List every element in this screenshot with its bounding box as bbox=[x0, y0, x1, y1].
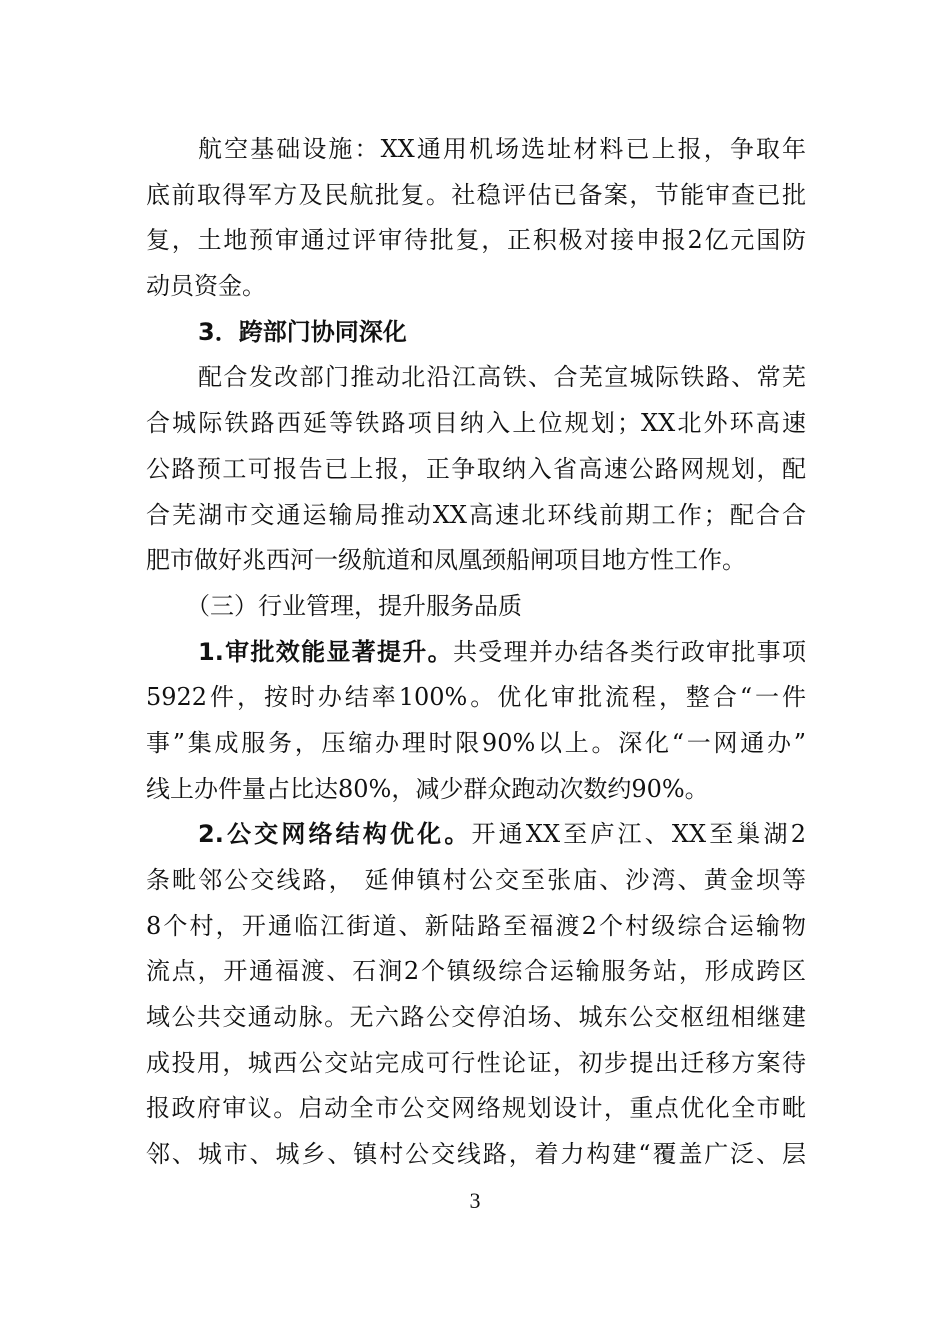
approval-lead: 1.审批效能显著提升。 bbox=[198, 637, 453, 666]
aviation-line-3: 复，土地预审通过评审待批复，正积极对接申报2亿元国防 bbox=[146, 226, 806, 255]
bus-line-3: 8个村，开通临江街道、新陆路至福渡2个村级综合运输物 bbox=[146, 911, 806, 940]
approval-line-2: 5922件，按时办结率100%。优化审批流程，整合“一件 bbox=[146, 683, 806, 712]
cross-dept-line-3: 公路预工可报告已上报，正争取纳入省高速公路网规划，配 bbox=[146, 454, 806, 483]
cross-dept-line-1: 配合发改部门推动北沿江高铁、合芜宣城际铁路、常芜 bbox=[198, 363, 806, 392]
approval-line-3: 事”集成服务，压缩办理时限90%以上。深化“一网通办” bbox=[146, 728, 806, 757]
approval-line-1 bbox=[146, 630, 806, 676]
bus-line-5: 域公共交通动脉。无六路公交停泊场、城东公交枢纽相继建 bbox=[146, 1003, 806, 1032]
aviation-line-2: 底前取得军方及民航批复。社稳评估已备案，节能审查已批 bbox=[146, 180, 806, 209]
bus-line-8: 邻、城市、城乡、镇村公交线路，着力构建“覆盖广泛、层 bbox=[146, 1140, 806, 1169]
page-body bbox=[146, 127, 806, 1178]
heading-cross-department: 3．跨部门协同深化 bbox=[198, 317, 407, 346]
cross-dept-line-5: 肥市做好兆西河一级航道和凤凰颈船闸项目地方性工作。 bbox=[146, 546, 746, 575]
bus-line-6: 成投用，城西公交站完成可行性论证，初步提出迁移方案待 bbox=[146, 1048, 806, 1077]
bus-line-1-text: 开通XX至庐江、XX至巢湖2 bbox=[471, 820, 806, 849]
aviation-line-1: 航空基础设施：XX通用机场选址材料已上报，争取年 bbox=[198, 135, 806, 163]
section-heading-industry-management: （三）行业管理，提升服务品质 bbox=[186, 591, 522, 620]
bus-line-2: 条毗邻公交线路， 延伸镇村公交至张庙、沙湾、黄金坝等 bbox=[146, 866, 806, 894]
approval-line-1-text: 共受理并办结各类行政审批事项 bbox=[452, 637, 806, 666]
cross-dept-line-2: 合城际铁路西延等铁路项目纳入上位规划；XX北外环高速 bbox=[146, 409, 806, 438]
bus-line-4: 流点，开通福渡、石涧2个镇级综合运输服务站，形成跨区 bbox=[146, 957, 806, 986]
aviation-line-4: 动员资金。 bbox=[146, 272, 266, 301]
bus-lead: 2.公交网络结构优化。 bbox=[198, 820, 472, 849]
bus-line-7: 报政府审议。启动全市公交网络规划设计，重点优化全市毗 bbox=[146, 1094, 806, 1123]
page-number: 3 bbox=[469, 1188, 481, 1213]
cross-dept-line-4: 合芜湖市交通运输局推动XX高速北环线前期工作；配合合 bbox=[146, 500, 806, 529]
bus-line-1 bbox=[146, 812, 806, 858]
approval-line-4: 线上办件量占比达80%，减少群众跑动次数约90%。 bbox=[146, 774, 709, 803]
